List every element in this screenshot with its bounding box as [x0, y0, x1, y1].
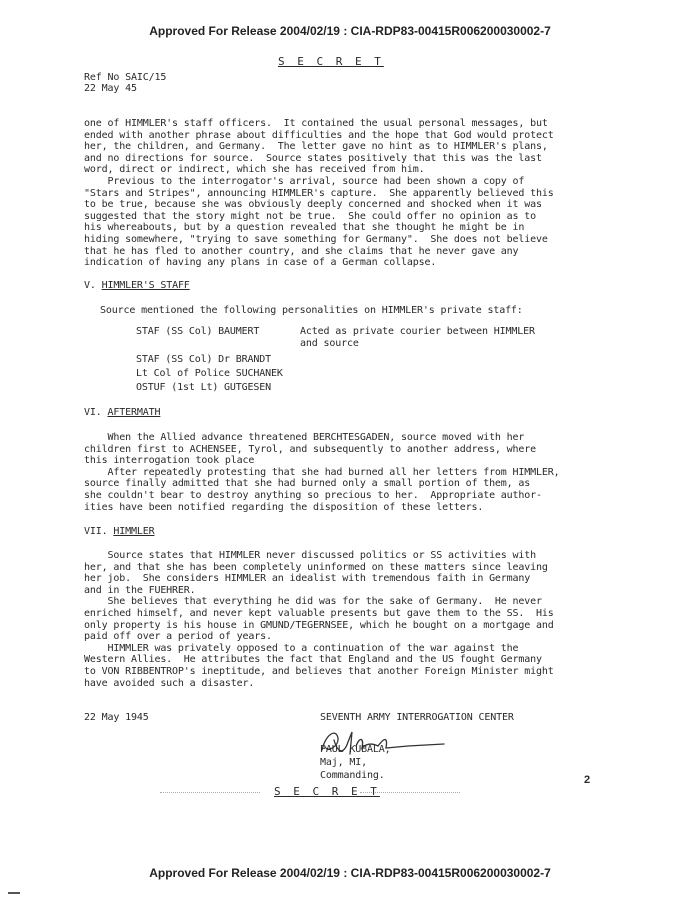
text-line: that he has fled to another country, and she claims that he never gave any	[84, 245, 519, 257]
text-line: Source states that HIMMLER never discussed politics or SS activities with	[84, 550, 537, 561]
staff-note: and source	[300, 337, 359, 349]
signer-title: Commanding.	[320, 770, 385, 781]
text-line: Western Allies. He attributes the fact that England and the US fought Germany	[84, 654, 542, 666]
text-line: ended with another phrase about difficulties and the hope that God would protect	[84, 129, 554, 141]
text-line: her, the children, and Germany. The letter gave no hint as to HIMMLER's plans,	[84, 141, 548, 153]
section-title: HIMMLER	[113, 526, 155, 537]
text-line: his whereabouts, but by a question revealed that she thought he might be in	[84, 222, 525, 234]
text-line: to be true, because she was obviously deeply concerned and shocked when it was	[84, 199, 542, 211]
classification-bottom: S E C R E T	[274, 785, 380, 798]
text-line: only property is his house in GMUND/TEGERNSEE, which he bought on a mortgage and	[84, 619, 554, 631]
text-line: source finally admitted that she had burned only a small portion of them, as	[84, 478, 531, 490]
text-line: her, and that she has been completely uninformed on these matters since leaving	[84, 561, 548, 573]
release-banner-bottom: Approved For Release 2004/02/19 : CIA-RDP83-00415R006200030002-7	[149, 866, 551, 880]
text-line: this interrogation took place	[84, 455, 255, 467]
staff-name: OSTUF (1st Lt) GUTGESEN	[136, 382, 272, 393]
text-line: When the Allied advance threatened BERCHTESGADEN, source moved with her	[84, 432, 525, 443]
staff-name: STAF (SS Col) BAUMERT	[136, 326, 260, 337]
divider	[160, 792, 260, 794]
section-5-intro: Source mentioned the following personalities on HIMMLER's private staff:	[100, 305, 523, 316]
text-line: She believes that everything he did was for the sake of Germany. He never	[84, 596, 542, 608]
issuing-unit: SEVENTH ARMY INTERROGATION CENTER	[320, 712, 514, 723]
scan-mark	[8, 892, 20, 894]
text-line: HIMMLER was privately opposed to a continuation of the war against the	[84, 642, 519, 654]
text-line: hiding somewhere, "trying to save something for Germany". She does not believe	[84, 234, 548, 245]
section-7-heading	[84, 526, 154, 538]
section-5-heading	[84, 280, 190, 292]
text-line: to VON RIBBENTROP's ineptitude, and believes that another Foreign Minister might	[84, 666, 554, 677]
text-line: have avoided such a disaster.	[84, 677, 255, 689]
text-line: paid off over a period of years.	[84, 631, 272, 643]
text-line: she couldn't bear to destroy anything so precious to her. Appropriate author-	[84, 490, 542, 501]
text-line: Previous to the interrogator's arrival, source had been shown a copy of	[84, 176, 525, 187]
page-number: 2	[584, 774, 591, 786]
text-line: her job. She considers HIMMLER an idealist with tremendous faith in Germany	[84, 573, 531, 585]
text-line: suggested that the story might not be true. She could offer no opinion as to	[84, 210, 537, 222]
text-line: and in the FUEHRER.	[84, 584, 196, 596]
section-number: VI.	[84, 407, 102, 418]
text-line: "Stars and Stripes", announcing HIMMLER's capture. She apparently believed this	[84, 187, 554, 199]
text-line: indication of having any plans in case of a German collapse.	[84, 257, 437, 269]
section-number: V.	[84, 280, 96, 291]
classification-top: S E C R E T	[278, 55, 384, 68]
text-line: word, direct or indirect, which she has received from him.	[84, 164, 425, 176]
staff-name: Lt Col of Police SUCHANEK	[136, 368, 283, 379]
section-number: VII.	[84, 526, 108, 537]
text-line: After repeatedly protesting that she had burned all her letters from HIMMLER,	[84, 466, 560, 478]
signer-rank: Maj, MI,	[320, 757, 367, 768]
reference-number: Ref No SAIC/15	[84, 72, 167, 83]
release-banner-top: Approved For Release 2004/02/19 : CIA-RDP83-00415R006200030002-7	[149, 24, 551, 38]
reference-date: 22 May 45	[84, 83, 137, 94]
section-6-heading	[84, 407, 160, 419]
text-line: children first to ACHENSEE, Tyrol, and subsequently to another address, where	[84, 443, 537, 455]
text-line: enriched himself, and never kept valuable presents but gave them to the SS. His	[84, 608, 554, 619]
staff-name: STAF (SS Col) Dr BRANDT	[136, 354, 272, 365]
signer-name: PAUL KUBALA,	[320, 744, 391, 755]
section-title: AFTERMATH	[107, 407, 161, 418]
text-line: one of HIMMLER's staff officers. It contained the usual personal messages, but	[84, 118, 548, 129]
text-line: and no directions for source. Source states positively that this was the last	[84, 152, 542, 164]
text-line: ities have been notified regarding the disposition of these letters.	[84, 501, 484, 513]
footer-date: 22 May 1945	[84, 712, 149, 723]
section-title: HIMMLER'S STAFF	[101, 280, 190, 291]
staff-note: Acted as private courier between HIMMLER	[300, 326, 535, 337]
